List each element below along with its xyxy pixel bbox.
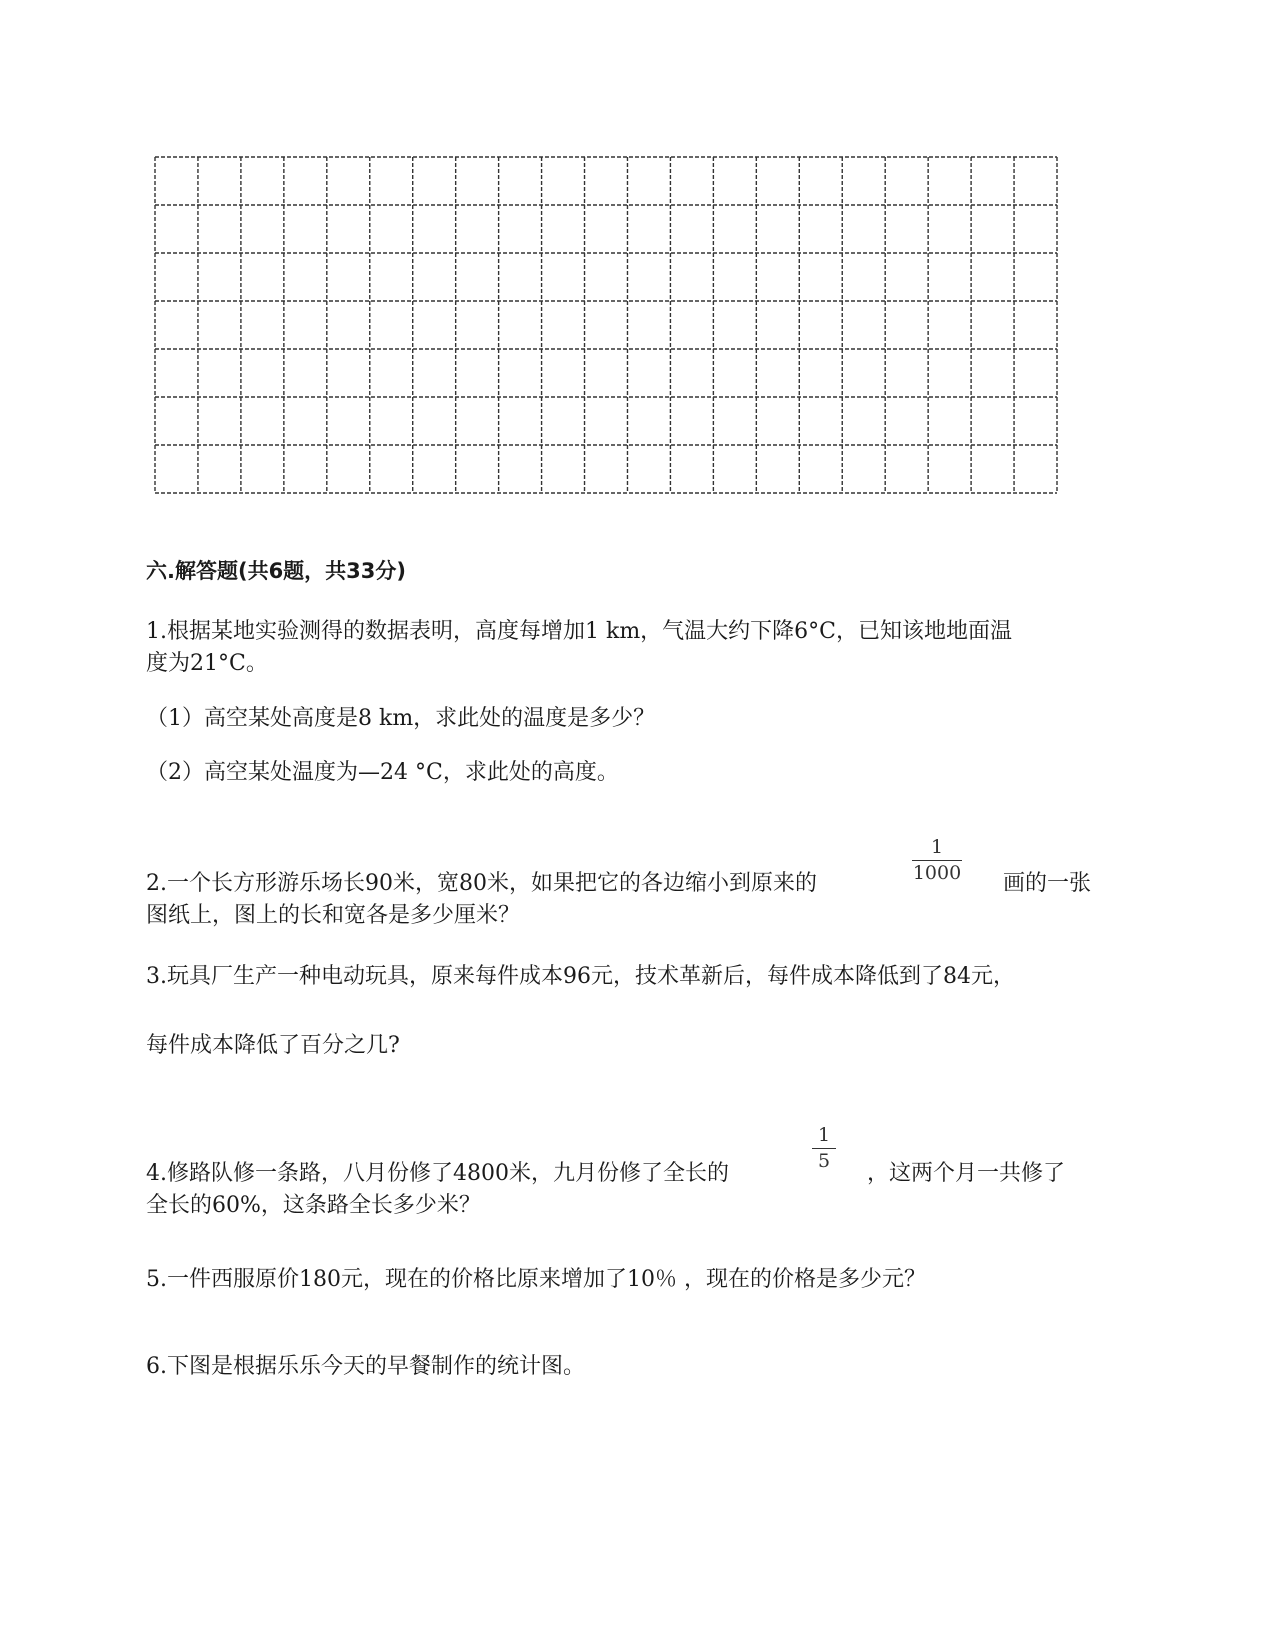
q3-line2: 每件成本降低了百分之几? (146, 1033, 400, 1058)
writing-grid-lines (154, 156, 1058, 496)
q2-line1: 2.一个长方形游乐场长90米，宽80米，如果把它的各边缩小到原来的 (146, 871, 817, 896)
q1-line2: 度为21°C。 (146, 651, 268, 676)
section-title: 六.解答题(共6题，共33分) (146, 559, 407, 583)
q2-line1-end: 画的一张 (1003, 871, 1092, 896)
q2-line2: 图纸上，图上的长和宽各是多少厘米？ (146, 903, 521, 928)
q1-line1: 1.根据某地实验测得的数据表明，高度每增加1 km，气温大约下降6°C，已知该地地面温 (146, 619, 1013, 644)
q3-line1: 3.玩具厂生产一种电动玩具，原来每件成本96元，技术革新后，每件成本降低到了84元， (146, 964, 1015, 989)
q5-line1: 5.一件西服原价180元，现在的价格比原来增加了10％ ，现在的价格是多少元？ (146, 1267, 926, 1292)
q4-line1-end: ，这两个月一共修了 (867, 1161, 1066, 1186)
q2-fraction-numerator: 1 (930, 836, 944, 858)
writing-grid (154, 156, 1058, 496)
q4-fraction-numerator: 1 (817, 1124, 831, 1146)
q6-line1: 6.下图是根据乐乐今天的早餐制作的统计图。 (146, 1354, 585, 1379)
q4-line2: 全长的60%，这条路全长多少米？ (146, 1193, 481, 1218)
q2-fraction (912, 838, 962, 883)
q1-sub2: （2）高空某处温度为—24 °C，求此处的高度。 (146, 760, 619, 785)
q4-fraction-denominator: 5 (817, 1150, 831, 1172)
q2-fraction-bar (912, 860, 962, 861)
q2-fraction-denominator: 1000 (912, 862, 962, 884)
q4-fraction (812, 1126, 836, 1171)
q4-line1: 4.修路队修一条路，八月份修了4800米，九月份修了全长的 (146, 1161, 729, 1186)
q4-fraction-bar (812, 1148, 836, 1149)
q1-sub1: （1）高空某处高度是8 km，求此处的温度是多少？ (146, 706, 656, 731)
